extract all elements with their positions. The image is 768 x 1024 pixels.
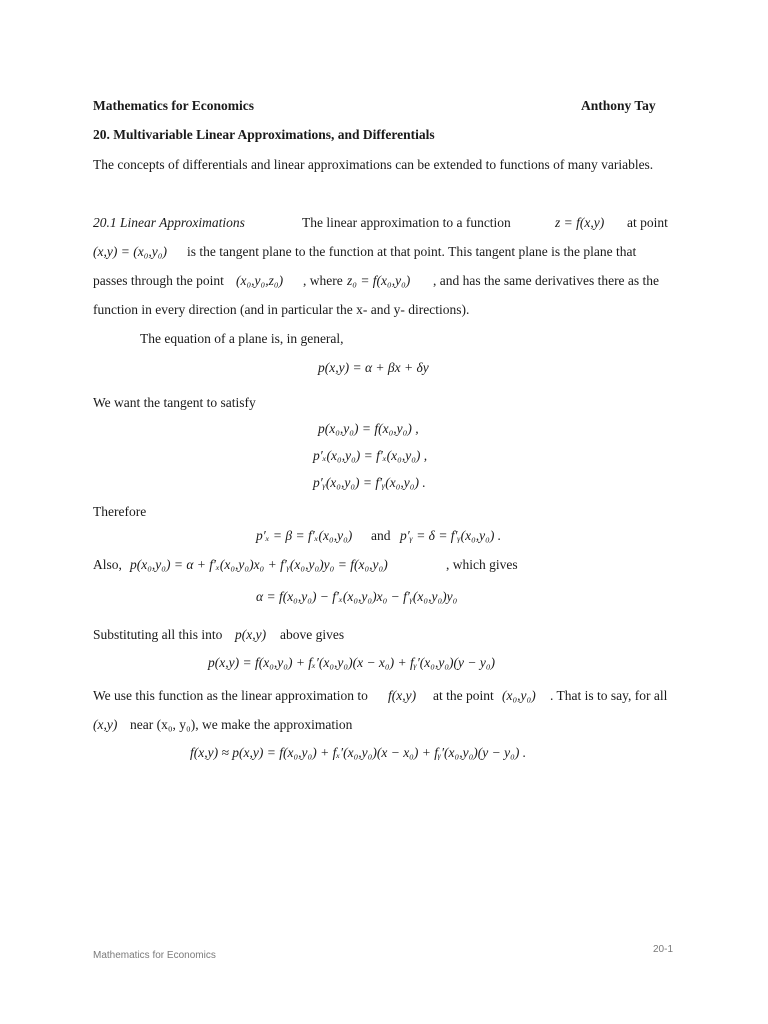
plane-intro: The equation of a plane is, in general,	[140, 331, 344, 346]
substituting-end: above gives	[280, 627, 345, 642]
intro-paragraph: The concepts of differentials and linear approximations can be extended to functions of many variables.	[93, 157, 654, 172]
approximation-equation: f(x,y) ≈ p(x,y) = f(x₀,y₀) + fₓ′(x₀,y₀)(x − x₀) + fᵧ′(x₀,y₀)(y − y₀) .	[190, 745, 527, 760]
section-line3-math-a: (x₀,y₀,z₀)	[236, 273, 284, 288]
want-text: We want the tangent to satisfy	[93, 395, 256, 410]
also-end: , which gives	[446, 557, 518, 572]
course-header: Mathematics for Economics	[93, 98, 254, 113]
footer-course: Mathematics for Economics	[93, 950, 216, 961]
alpha-equation: α = f(x₀,y₀) − f′ₓ(x₀,y₀)x₀ − f′ᵧ(x₀,y₀)y₀	[256, 589, 458, 604]
section-line3-text-b: , where	[303, 273, 343, 288]
section-line2-math: (x,y) = (x₀,y₀)	[93, 244, 167, 259]
use-math-b: (x₀,y₀)	[502, 688, 536, 703]
use-text-a: We use this function as the linear approximation to	[93, 688, 368, 703]
section-line4-text: function in every direction (and in particular the x- and y- directions).	[93, 302, 470, 317]
condition-3: p′ᵧ(x₀,y₀) = f′ᵧ(x₀,y₀) .	[313, 475, 426, 490]
section-line3-text-a: passes through the point	[93, 273, 224, 288]
near-text: near (x₀, y₀), we make the approximation	[130, 717, 353, 732]
therefore-eq-a: p′ₓ = β = f′ₓ(x₀,y₀)	[256, 528, 353, 543]
condition-2: p′ₓ(x₀,y₀) = f′ₓ(x₀,y₀) ,	[313, 448, 428, 463]
therefore-and: and	[371, 528, 391, 543]
section-line3-math-b: z₀ = f(x₀,y₀)	[347, 273, 411, 288]
substituting-text: Substituting all this into	[93, 627, 223, 642]
use-math-a: f(x,y)	[388, 688, 417, 703]
therefore-text: Therefore	[93, 504, 147, 519]
substituting-math: p(x,y)	[235, 627, 267, 642]
section-line1-end: at point	[627, 215, 668, 230]
therefore-eq-b: p′ᵧ = δ = f′ᵧ(x₀,y₀) .	[400, 528, 502, 543]
section-heading: 20.1 Linear Approximations	[93, 215, 245, 230]
near-math: (x,y)	[93, 717, 118, 732]
section-line3-text-c: , and has the same derivatives there as the	[433, 273, 660, 288]
also-equation: p(x₀,y₀) = α + f′ₓ(x₀,y₀)x₀ + f′ᵧ(x₀,y₀)y₀ = f(x₀,y₀)	[130, 557, 388, 572]
use-text-c: . That is to say, for all	[550, 688, 668, 703]
page-number: 20-1	[653, 944, 674, 955]
use-text-b: at the point	[433, 688, 494, 703]
also-text: Also,	[93, 557, 122, 572]
p-full-equation: p(x,y) = f(x₀,y₀) + fₓ′(x₀,y₀)(x − x₀) + fᵧ′(x₀,y₀)(y − y₀)	[208, 655, 496, 670]
chapter-title: 20. Multivariable Linear Approximations, and Differentials	[93, 127, 435, 142]
section-line1-text: The linear approximation to a function	[302, 215, 511, 230]
condition-1: p(x₀,y₀) = f(x₀,y₀) ,	[318, 421, 419, 436]
section-line2-text: is the tangent plane to the function at that point. This tangent plane is the plane that	[187, 244, 637, 259]
plane-equation: p(x,y) = α + βx + δy	[318, 360, 429, 375]
author-header: Anthony Tay	[581, 98, 656, 113]
section-line1-math: z = f(x,y)	[555, 215, 605, 230]
